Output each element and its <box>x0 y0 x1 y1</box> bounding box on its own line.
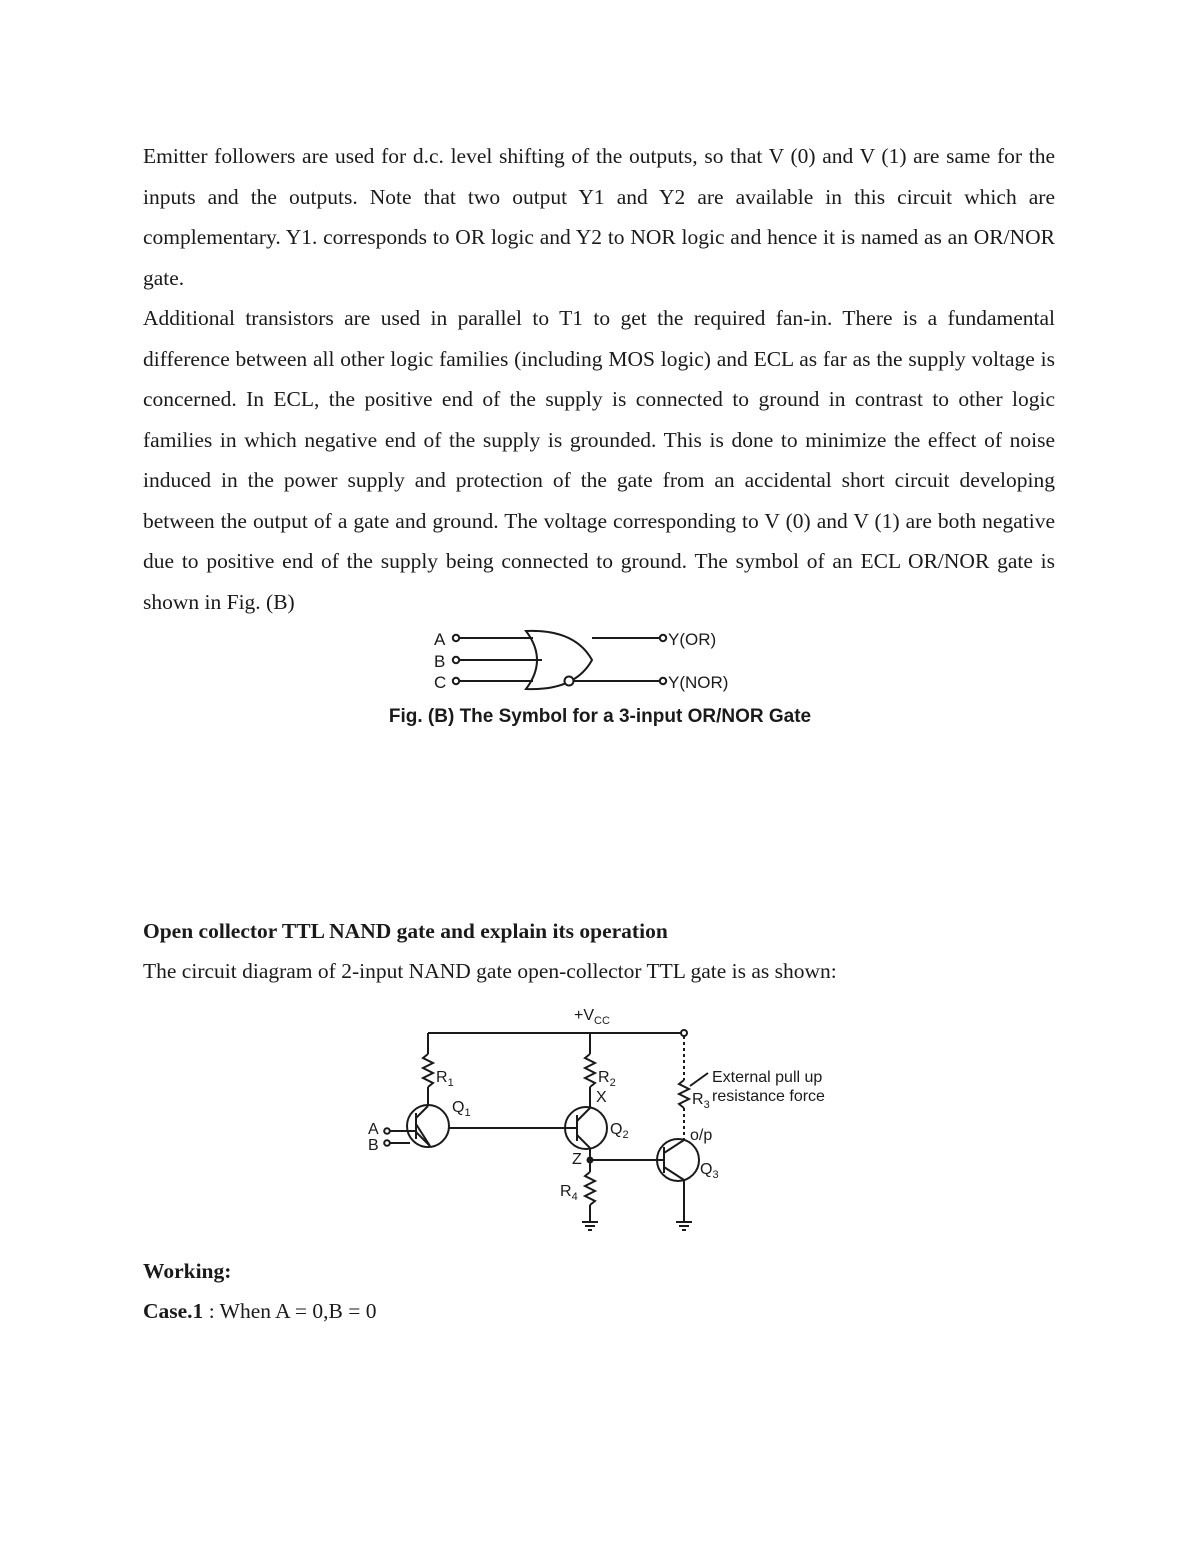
resistor-r1 <box>423 1054 433 1087</box>
figure-b-caption: Fig. (B) The Symbol for a 3-input OR/NOR Gate <box>388 706 812 727</box>
pullup-annotation-line1: External pull up <box>712 1069 823 1086</box>
case-1-line <box>143 1299 376 1324</box>
paragraph-emitter-followers: Emitter followers are used for d.c. level shifting of the outputs, so that V (0) and V (1) are same for the inputs and the outputs. Note that two output Y1 and Y2 are available in this circuit which are complementary. Y1. corresponds to OR logic and Y2 to NOR logic and hence it is named as an OR/NOR gate. <box>143 144 1055 290</box>
circuit-intro: The circuit diagram of 2-input NAND gate open-collector TTL gate is as shown: <box>143 959 837 983</box>
gate-input-b: B <box>434 652 446 671</box>
paragraph-additional-transistors: Additional transistors are used in parallel to T1 to get the required fan-in. There is a fundamental difference between all other logic families (including MOS logic) and ECL as far as the supply voltage is concerned. In ECL, the positive end of the supply is connected to ground in contrast to other logic families in which negative end of the supply is grounded. This is done to minimize the effect of noise induced in the power supply and protection of the gate from an accidental short circuit developing between the output of a gate and ground. The voltage corresponding to V (0) and V (1) are both negative due to positive end of the supply being connected to ground. The symbol of an ECL OR/NOR gate is shown in Fig. (B) <box>143 306 1055 614</box>
pullup-annotation-line2: resistance force <box>712 1088 825 1105</box>
vcc-label: $+V_{CC}$ <box>574 1007 610 1027</box>
case-1-condition: : When A = 0,B = 0 <box>203 1299 377 1323</box>
resistor-r4 <box>585 1172 595 1205</box>
resistor-r2 <box>585 1054 595 1087</box>
r2-label: $R_2$ <box>598 1069 616 1089</box>
gate-output-or: Y(OR) <box>668 630 717 649</box>
q1-label: $Q_1$ <box>452 1099 471 1119</box>
node-z-label: Z <box>572 1151 582 1168</box>
section-heading: Open collector TTL NAND gate and explain its operation <box>143 919 668 943</box>
transistor-q1 <box>407 1105 449 1147</box>
q2-label: $Q_2$ <box>610 1121 629 1141</box>
output-label: o/p <box>690 1127 713 1144</box>
working-heading: Working: <box>143 1259 232 1283</box>
gate-input-a: A <box>434 630 446 649</box>
circuit-input-a: A <box>368 1121 379 1138</box>
node-x-label: X <box>596 1089 607 1106</box>
r4-label: $R_4$ <box>560 1183 578 1203</box>
gate-input-c: C <box>434 673 447 692</box>
q3-label: $Q_3$ <box>700 1161 719 1181</box>
resistor-r3 <box>679 1080 689 1108</box>
r1-label: $R_1$ <box>436 1069 454 1089</box>
nor-inversion-bubble <box>565 677 574 686</box>
circuit-input-b: B <box>368 1137 379 1154</box>
or-nor-gate-symbol <box>420 625 740 695</box>
gate-output-nor: Y(NOR) <box>668 673 729 692</box>
r3-label: $R_3$ <box>692 1091 710 1111</box>
case-1-label: Case.1 <box>143 1299 204 1323</box>
ttl-nand-circuit-diagram <box>360 1000 860 1245</box>
